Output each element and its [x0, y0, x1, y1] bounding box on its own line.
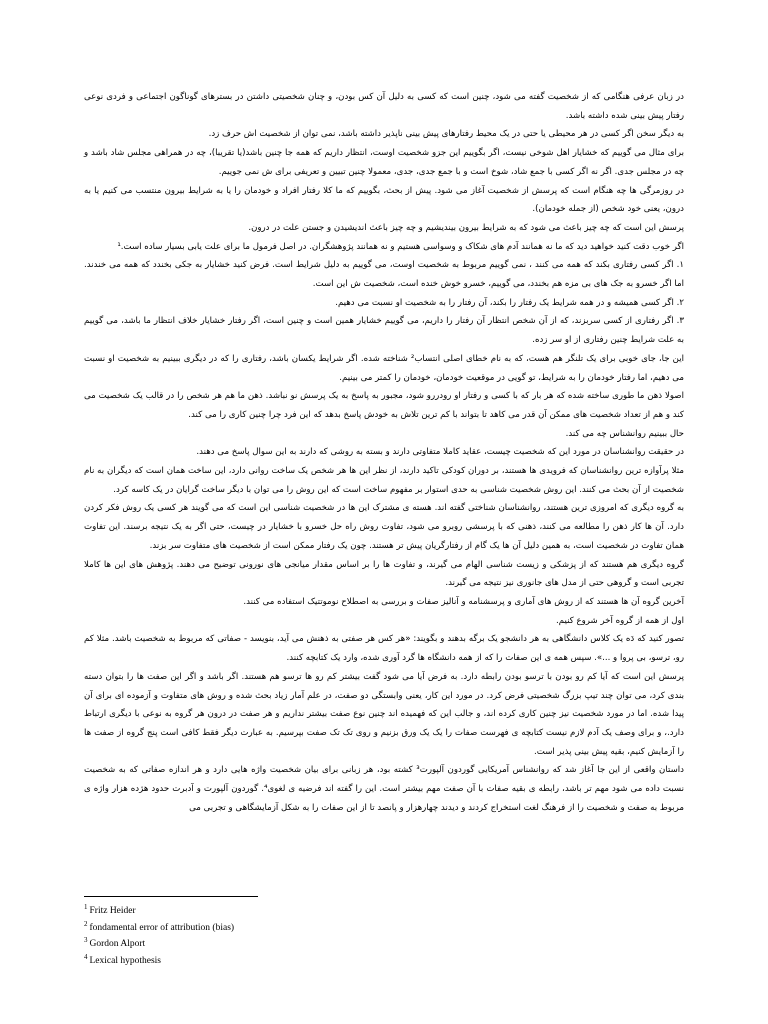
footnote-number: 3	[84, 936, 88, 945]
paragraph: آخرین گروه آن ها هستند که از روش های آماری و پرسشنامه و آنالیز صفات و بررسی به اصطلاح نوموتتیک استفاده می کنند.	[243, 596, 684, 607]
footnote-number: 1	[84, 903, 88, 911]
footnote-text: Fritz Heider	[89, 906, 136, 917]
paragraph: ۲. اگر کسی همیشه و در همه شرایط یک رفتار را بکند، آن رفتار را به شخصیت او نسبت می دهیم.	[335, 297, 684, 308]
paragraph: داستان واقعی از این جا آغاز شد که روانشناس آمریکایی گوردون آلپورت³ کشته بود، هر زبانی برای بیان شخصیت واژه هایی دارد و هر اندازه صفاتی که به شخصیت نسبت داده می شود مهم تر باشد، رابطه ی بقیه صفات با آن صفت مهم بیشتر است. این را گفته اند فرضیه ی لغوی⁴. گوردون آلپورت و آدبرت حدود هژده هزار واژه ی مربوط به صفت و شخصیت را از فرهنگ لغت استخراج کردند و دیدند چهارهزار و پانصد تا از این صفات را به شکل آزمایشگاهی و تجربی می	[84, 765, 684, 813]
paragraph: به گروه دیگری که امروزی ترین هستند، روانشناسان شناختی گفته اند. هسته ی مشترک این ها در شخصیت شناسی این است که می گویند هر کسی یک روش فکر کردن دارد. آن ها کار ذهن را مطالعه می کنند، ذهنی که با پرسشی روبرو می شود، تفاوت روش راه حل خسرو با خشایار در چیست، حتی اگر به یک نتیجه برسند. این تفاوت همان تفاوت در شخصیت است، به همین دلیل آن ها یک گام از رفتارگریان پیش تر هستند. چون یک رفتار ممکن است از شخصیت های متفاوت سر بزند.	[84, 503, 684, 551]
footnotes	[84, 901, 384, 967]
footnote-number: 2	[84, 919, 88, 928]
paragraph: به دیگر سخن اگر کسی در هر محیطی یا حتی در یک محیط رفتارهای پیش بینی ناپذیر داشته باشد، نمی توان از شخصیت اش حرف زد.	[208, 129, 684, 140]
paragraph: اول از همه از گروه آخر شروع کنیم.	[556, 615, 684, 626]
footnote-number: 4	[84, 952, 88, 961]
paragraph: اگر خوب دقت کنید خواهید دید که ما نه همانند آدم های شکاک و وسواسی هستیم و نه همانند پژوهشگران. در اصل فرمول ما برای علت یابی بسیار ساده است.¹	[117, 241, 684, 252]
paragraph: گروه دیگری هم هستند که از پزشکی و زیست شناسی الهام می گیرند، و تفاوت ها را بر اساس مقدار میانجی های نورونی توضیح می دهند. پژوهش های این ها کاملا تجربی است و گروهی حتی از مدل های جانوری نیز نتیجه می گیرند.	[84, 559, 684, 589]
paragraph: در زبان عرفی هنگامی که از شخصیت گفته می شود، چنین است که کسی به دلیل آن کس بودن، و چنان شخصیتی داشتن در بسترهای گوناگون اجتماعی و فردی نوعی رفتار پیش بینی شده داشته باشد.	[84, 92, 684, 121]
paragraph: برای مثال می گوییم که خشایار اهل شوخی نیست، اگر بگوییم این جزو شخصیت اوست، انتظار داریم که همه جا چنین باشد(یا تقریبا)، چه در همراهی مجلس شاد باشد و چه در مجلس جدی. اگر نه اگر کسی با جمع شاد، شوخ است و با جمع جدی، جدی، معمولا چنین تبیین و تعریفی برای ش نمی جوییم.	[84, 148, 684, 177]
footnote-text: Gordon Alport	[89, 939, 146, 950]
paragraph: ۱. اگر کسی رفتاری بکند که همه می کنند ، نمی گوییم مربوط به شخصیت اوست، می گوییم به دلیل شرایط است. فرض کنید خشایار به جکی بخندد که همه می خندند. اما اگر خسرو به جک های بی مزه هم بخندد، می گوییم، خسرو خوش خنده است، شخصیت ش این است.	[84, 260, 684, 290]
paragraph: در حقیقت روانشناسان در مورد این که شخصیت چیست، عقاید کاملا متفاوتی دارند و بسته به روشی که دارند به این سوال پاسخ می دهند.	[196, 447, 684, 458]
footnote	[84, 918, 384, 935]
paragraph: مثلا پرآوازه ترین روانشناسان که فرویدی ها هستند، بر دوران کودکی تاکید دارند، از نظر این ها هر شخص یک ساخت روانی دارد، این ساخت همان است که دیگران به نام شخصیت از آن بحث می کنند. این روش شخصیت شناسی به حدی استوار بر مفهوم ساخت است که این روش را می توان با دیگر ساخت گرایان در یک کاسه کرد.	[84, 466, 684, 495]
footnote-text: fondamental error of attribution (bias)	[89, 922, 235, 933]
paragraph: ۳. اگر رفتاری از کسی سربزند، که از آن شخص انتظار آن رفتار را داریم، می گوییم خشایار همین است و چنین است، اگر رفتار خشایار خلاف انتظار ما باشد، می گوییم به علت شرایط چنین رفتاری از او سر زده.	[84, 316, 684, 346]
footnote	[84, 951, 384, 968]
footnote	[84, 901, 384, 918]
footnote-text: Lexical hypothesis	[89, 955, 161, 966]
paragraph: پرسش این است که چه چیز باعث می شود که به شرایط بیرون بیندیشیم و چه چیز باعث اندیشیدن و جستن علت در درون.	[248, 222, 684, 233]
paragraph: در روزمرگی ها چه هنگام است که پرسش از شخصیت آغاز می شود. پیش از بحث، بگوییم که ما کلا رفتار افراد و خودمان را یا به شرایط بیرون منتسب می کنیم یا به درون، یعنی خود شخص (از جمله خودمان).	[84, 185, 684, 215]
footnote-divider	[84, 896, 258, 897]
paragraph: حال ببینیم روانشناس چه می کند.	[565, 428, 684, 439]
paragraph: پرسش این است که آیا کم رو بودن با ترسو بودن رابطه دارد. به فرض آیا می شود گفت بیشتر کم رو ها ترسو هم هستند. اگر باشد و اگر این صفت ها را بتوان دسته بندی کرد، می توان چند تیپ بزرگ شخصیتی فرض کرد. در مورد این کار، یعنی وابستگی دو صفت، در علم آمار زیاد بحث شده و روش های متفاوت و آزموده ای برای آن پیدا شده. اما در مورد شخصیت نیز چنین کاری کرده اند، و جالب این که فهمیده اند چنین نوع صفت بیشتر نداریم و هر صفت در درون هر گروه به نوعی با دیگری ارتباط دارد.، و برای وصف یک آدم لازم نیست کتابچه ی فهرست صفات را یک یک ورق بزنیم و روی تک تک صفت بپرسیم. به عبارت دیگر فقط کافی است پنج گروه از صفت ها را آزمایش کنیم، بقیه پیش بینی پذیر است.	[84, 671, 684, 757]
paragraph: این جا، جای خوبی برای یک تلنگر هم هست، که به نام خطای اصلی انتساب² شناخته شده. اگر شرایط یکسان باشد، رفتاری را که در دیگری ببینیم به شخصیت او نسبت می دهیم، اما رفتار خودمان را به شرایط، تو گویی در موقعیت خودمان، خودمان را کمتر می بینیم.	[84, 353, 684, 383]
paragraph: اصولا ذهن ما طوری ساخته شده که هر بار که با کسی و رفتار او رودررو شود، مجبور به پاسخ به یک پرسش نو نباشد. ذهن ما هم هر شخص را در قالب یک شخصیت می کند و هم از تعداد شخصیت های ممکن آن قدر می کاهد تا بتواند با کم ترین تلاش به خودش پاسخ بدهد که این فرد چرا چنین کاری را می کند.	[84, 391, 684, 420]
paragraph: تصور کنید که دَه یک کلاس دانشگاهی به هر دانشجو یک برگه بدهند و بگویند: «هر کس هر صفتی به ذهنش می آید، بنویسد - صفاتی که مربوط به شخصیت باشد. مثلا کم رو، ترسو، بی پروا و ...». سپس همه ی این صفات را که از همه دانشگاه ها گرد آوری شده، وارد یک کتابچه کنند.	[84, 634, 684, 664]
body-text	[84, 88, 684, 817]
footnote	[84, 934, 384, 951]
